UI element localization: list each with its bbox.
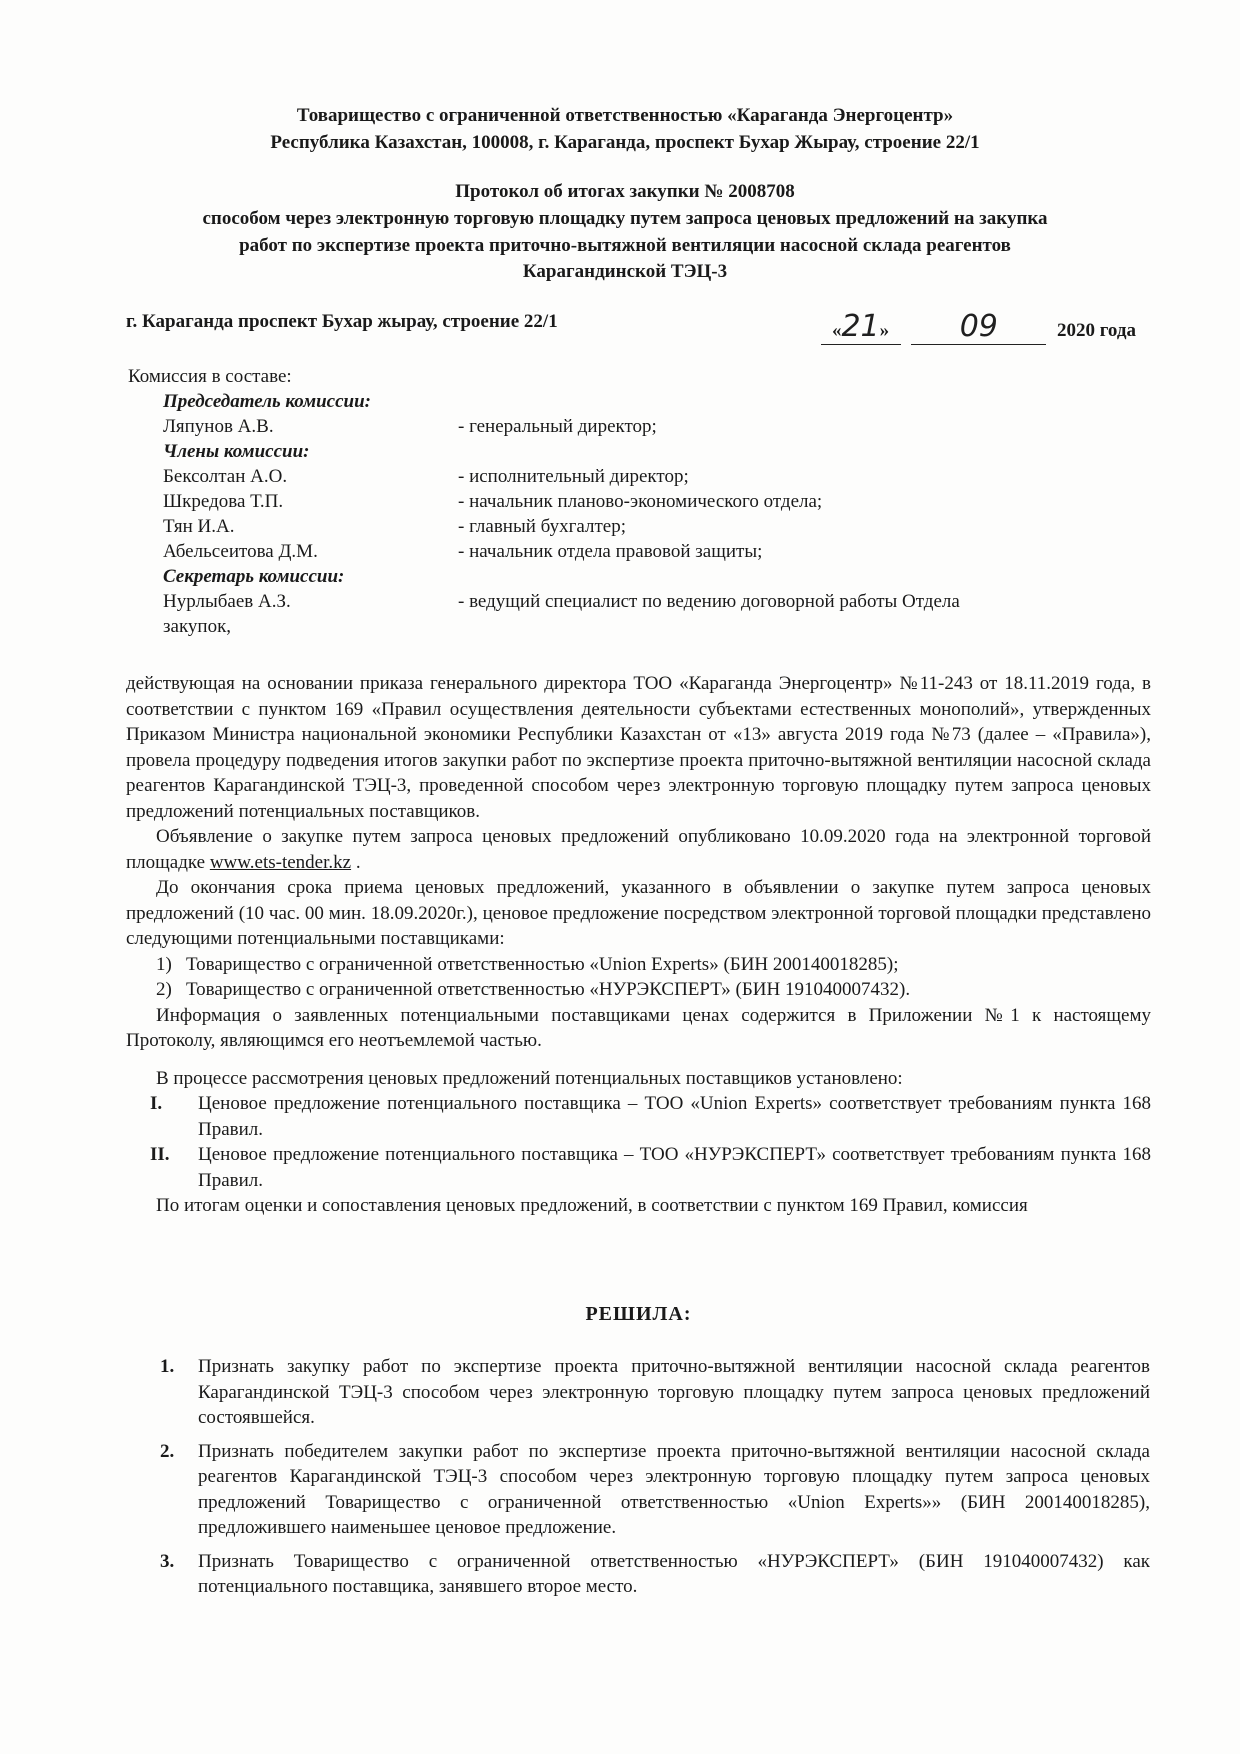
date-year: 2020 года [1057,320,1136,341]
commission-row [128,539,1138,564]
body-paragraph: До окончания срока приема ценовых предложений, указанного в объявлении о закупке путем запроса ценовых предложений (10 час. 00 мин. 18.09.2020г.), ценовое предложение посредством электронной торговой площадки представлено следующими потенциальными поставщиками: [126,877,1151,949]
decisions-list [160,1354,1150,1608]
decision-item: 1. Признать закупку работ по экспертизе проекта приточно-вытяжной вентиляции насосной склада реагентов Карагандинской ТЭЦ-3 способом через электронную торговую площадку путем запроса ценовых предложений состоявшейся. [160,1356,1150,1428]
date-day-field: «21» [821,309,901,345]
decided-heading: РЕШИЛА: [585,1303,692,1325]
handwritten-day: 21 [841,309,880,344]
place-of-signing: г. Караганда проспект Бухар жырау, строение 22/1 [126,311,558,332]
member-name: Бексолтан А.О. [163,466,288,487]
handwritten-month: 09 [959,309,998,344]
decision-item: 2. Признать победителем закупки работ по экспертизе проекта приточно-вытяжной вентиляции насосной склада реагентов Карагандинской ТЭЦ-3 способом через электронную торговую площадку путем запроса ценовых предложений Товарищество с ограниченной ответственностью «Union Experts»» (БИН 200140018285), предложившего наименьшее ценовое предложение. [160,1440,1150,1538]
supplier-item: 2) Товарищество с ограниченной ответственностью «НУРЭКСПЕРТ» (БИН 191040007432). [156,979,911,1000]
commission-row [128,414,1138,439]
members-heading: Члены комиссии: [163,441,310,462]
member-role: - начальник планово-экономического отдела; [458,491,823,512]
body-paragraph: Информация о заявленных потенциальными поставщиками ценах содержится в Приложении №1 к настоящему Протоколу, являющимся его неотъемлемой частью. [126,1004,1151,1051]
protocol-subject-line-2: работ по экспертизе проекта приточно-вытяжной вентиляции насосной склада реагентов [239,235,1011,256]
body-paragraph: действующая на основании приказа генерального директора ТОО «Караганда Энергоцентр» №11-243 от 18.11.2019 года, в соответствии с пунктом 169 «Правил осуществления деятельности субъектами естественных монополий», утвержденных Приказом Министра национальной экономики Республики Казахстан от «13» августа 2019 года №73 (далее – «Правила»), провела процедуру подведения итогов закупки работ по экспертизе проекта приточно-вытяжной вентиляции насосной склада реагентов Карагандинской ТЭЦ-3, проведенной способом через электронную торговую площадку путем запроса ценовых предложений потенциальных поставщиков. [126,673,1151,822]
member-name: Шкредова Т.П. [163,491,284,512]
decision-item: 3. Признать Товарищество с ограниченной ответственностью «НУРЭКСПЕРТ» (БИН 191040007432) как потенциального поставщика, занявшего второе место. [160,1550,1150,1597]
member-name: Нурлыбаев А.З. [163,591,291,612]
commission-row [128,514,1138,539]
tender-site-link[interactable]: www.ets-tender.kz [209,851,352,873]
chair-heading: Председатель комиссии: [163,391,371,412]
member-role: - главный бухгалтер; [458,516,626,537]
body-paragraph: По итогам оценки и сопоставления ценовых предложений, в соответствии с пунктом 169 Правил, комиссия [156,1195,1028,1216]
finding-item: I. Ценовое предложение потенциального поставщика – ТОО «Union Experts» соответствует требованиям пункта 168 Правил. [150,1093,1151,1140]
supplier-item: 1) Товарищество с ограниченной ответственностью «Union Experts» (БИН 200140018285); [156,953,899,975]
member-name: Тян И.А. [163,516,235,537]
commission-row [128,464,1138,489]
finding-item: II. Ценовое предложение потенциального поставщика – ТОО «НУРЭКСПЕРТ» соответствует требованиям пункта 168 Правил. [150,1144,1151,1191]
organization-name: Товарищество с ограниченной ответственностью «Караганда Энергоцентр» [296,105,954,126]
protocol-subject-line-3: Карагандинской ТЭЦ-3 [522,261,728,282]
member-name: Абельсеитова Д.М. [163,541,318,562]
member-role: - генеральный директор; [458,416,657,437]
place-date-line [126,309,1136,344]
commission-row [128,589,1138,614]
secretary-role-continuation: закупок, [163,616,232,637]
member-role: - ведущий специалист по ведению договорной работы Отдела [458,591,960,612]
date-month-field [911,309,1046,345]
organization-address: Республика Казахстан, 100008, г. Караганда, проспект Бухар Жырау, строение 22/1 [270,132,980,153]
secretary-heading: Секретарь комиссии: [163,566,345,587]
body-paragraph: В процессе рассмотрения ценовых предложений потенциальных поставщиков установлено: [156,1067,903,1089]
body-paragraph: Объявление о закупке путем запроса ценовых предложений опубликовано 10.09.2020 года на электронной торговой площадке www.ets-tender.kz . [126,826,1151,873]
member-role: - исполнительный директор; [458,466,689,487]
member-role: - начальник отдела правовой защиты; [458,541,763,562]
protocol-subject-line-1: способом через электронную торговую площадку путем запроса ценовых предложений на закупка [202,208,1048,229]
protocol-date [821,309,1136,345]
protocol-title: Протокол об итогах закупки № 2008708 [455,181,795,202]
commission-intro: Комиссия в составе: [128,366,292,387]
protocol-body [126,671,1151,1219]
commission-block [128,364,1138,639]
commission-row [128,489,1138,514]
member-name: Ляпунов А.В. [163,416,274,437]
